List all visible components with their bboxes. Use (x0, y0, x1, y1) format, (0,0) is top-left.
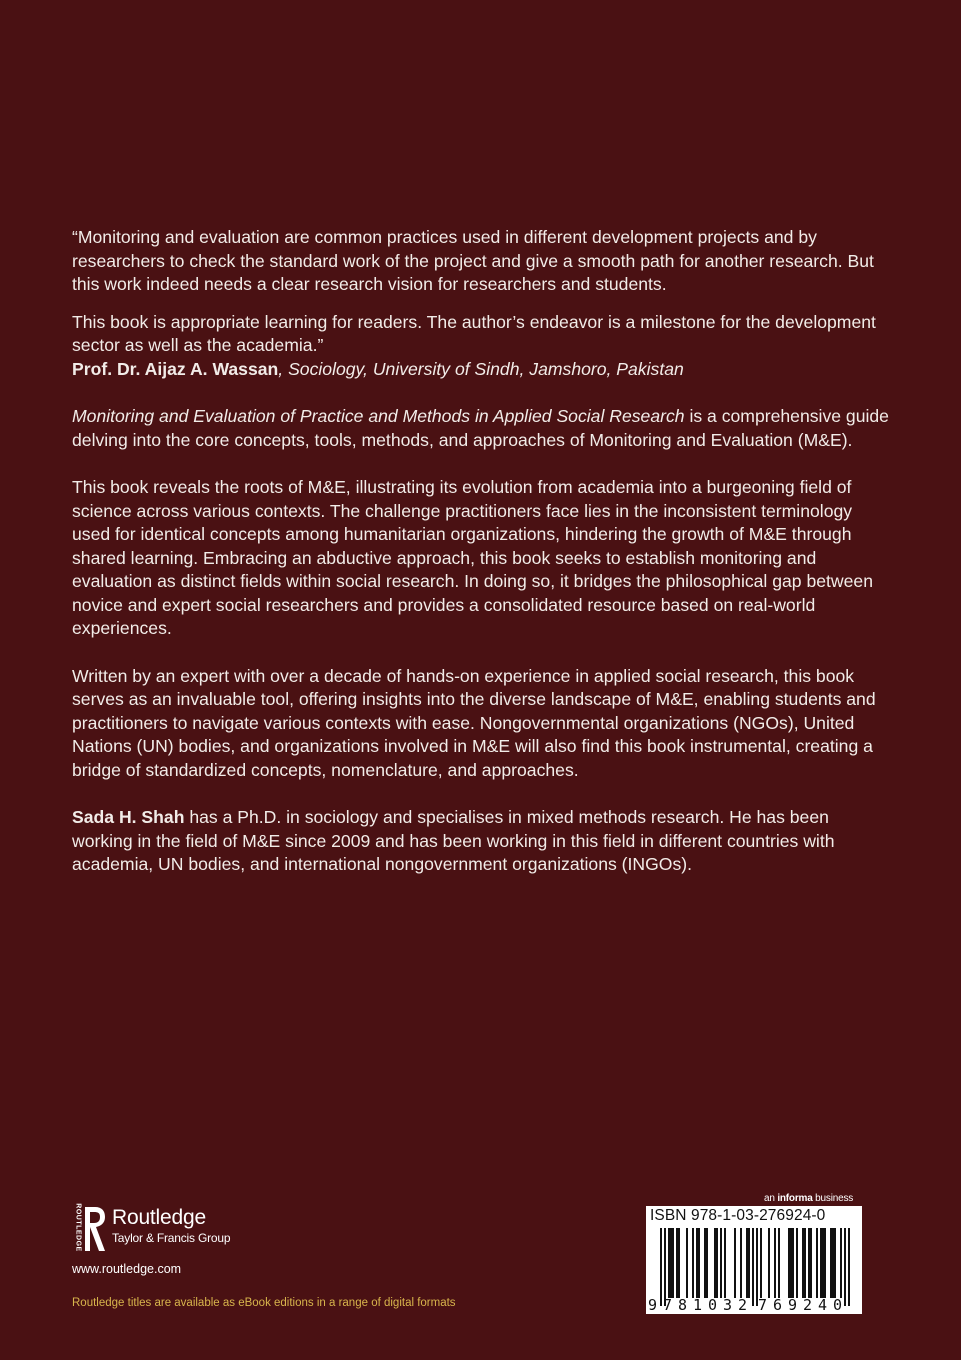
barcode-bar (810, 1228, 812, 1298)
barcode-bar (834, 1228, 836, 1298)
barcode-bar (804, 1228, 806, 1298)
expert-paragraph: Written by an expert with over a decade of hands-on experience in applied social research, this book serves as an invaluable tool, offering insights into the diverse landscape of M&E, enabling students and practitioners to navigate various contexts with ease. Nongovernmental organizations (NGOs), United Nations (UN) bodies, and organizations involved in M&E will also find this book instrumental, creating a bridge of standardized concepts, nomenclature, and approaches. (72, 665, 876, 780)
author-name: Sada H. Shah (72, 807, 185, 827)
barcode-bar (832, 1228, 834, 1298)
barcode-bar (704, 1228, 706, 1298)
barcode-bar (696, 1228, 698, 1298)
publisher-names (112, 1206, 230, 1246)
barcode-bar (676, 1228, 678, 1298)
endorser-name: Prof. Dr. Aijaz A. Wassan (72, 358, 279, 379)
ebook-availability-note: Routledge titles are available as eBook editions in a range of digital formats (72, 1297, 456, 1309)
endorsement-quote-part-2: This book is appropriate learning for readers. The author’s endeavor is a milestone for the development sector as well as the academia.” (72, 311, 876, 355)
barcode-bar (820, 1228, 822, 1298)
barcode-bar (686, 1228, 688, 1298)
book-intro-text: is a comprehensive guide delving into the core concepts, tools, methods, and approaches of Monitoring and Evaluation (M&E). (72, 406, 889, 450)
barcode-bar (848, 1228, 850, 1306)
barcode-bar (706, 1228, 708, 1298)
barcode-bar (740, 1228, 742, 1298)
barcode-bar (768, 1228, 770, 1298)
publisher-name: Routledge (112, 1206, 206, 1229)
barcode-bar (678, 1228, 680, 1298)
author-bio-paragraph (72, 806, 892, 877)
barcode-bar (802, 1228, 804, 1298)
barcode-bar (824, 1228, 826, 1298)
book-intro-paragraph (72, 405, 892, 452)
barcode-bar (724, 1228, 726, 1298)
barcode-bar (830, 1228, 832, 1298)
barcode-bar (734, 1228, 736, 1298)
barcode-bar (698, 1228, 700, 1298)
barcode-bar (790, 1228, 792, 1298)
isbn-barcode (646, 1206, 862, 1314)
barcode-bar (808, 1228, 810, 1298)
barcode-bar (774, 1228, 776, 1298)
barcode-bar (748, 1228, 750, 1298)
publisher-vertical-mark: ROUTLEDGE (74, 1203, 82, 1252)
publisher-group: Taylor & Francis Group (112, 1231, 231, 1245)
barcode-bar (746, 1228, 748, 1298)
barcode-bar (752, 1228, 754, 1306)
barcode-bar (792, 1228, 794, 1298)
endorser-affiliation: , Sociology, University of Sindh, Jamshoro, Pakistan (278, 358, 684, 379)
barcode-digit-lead: 9 (648, 1296, 658, 1314)
endorsement-quote-part-1: “Monitoring and evaluation are common practices used in different development projects and by researchers to check the standard work of the project and give a smooth path for another research. But this work indeed needs a clear research vision for researchers and students. (72, 227, 874, 294)
barcode-bar (668, 1228, 670, 1298)
barcode-bar (670, 1228, 672, 1298)
publisher-url: www.routledge.com (72, 1262, 182, 1276)
barcode-digits-right: 769240 (758, 1296, 842, 1314)
publisher-logo-block (68, 1203, 231, 1258)
barcode-bar (664, 1228, 666, 1306)
barcode-bar (844, 1228, 846, 1306)
barcode-bar (778, 1228, 780, 1298)
barcode-bar (840, 1228, 842, 1298)
isbn-label: ISBN 978-1-03-276924-0 (650, 1207, 826, 1224)
barcode-bar (756, 1228, 758, 1306)
informa-business-tagline: an informa business (764, 1193, 854, 1204)
back-cover-blurb (72, 226, 892, 877)
barcode-bar (672, 1228, 674, 1298)
endorser-credit (72, 358, 892, 382)
barcode-bar (692, 1228, 694, 1298)
author-bio-text: has a Ph.D. in sociology and specialises in mixed methods research. He has been working in the field of M&E since 2009 and has been working in this field in different countries with academia, UN bodies, and international nongovernment organizations (INGOs). (72, 807, 835, 874)
roots-paragraph: This book reveals the roots of M&E, illustrating its evolution from academia into a burgeoning field of science across various contexts. The challenge practitioners face lies in the inconsistent terminology used for identical concepts among humanitarian organizations, hindering the growth of M&E through shared learning. Embracing an abductive approach, this book seeks to establish monitoring and evaluation as distinct fields within social research. In doing so, it bridges the philosophical gap between novice and expert social researchers and provides a consolidated resource based on real-world experiences. (72, 477, 873, 638)
barcode-digits-left: 781032 (663, 1296, 747, 1314)
barcode-graphic (646, 1206, 862, 1314)
barcode-bar (716, 1228, 718, 1298)
barcode-bar (760, 1228, 762, 1298)
barcode-bar (796, 1228, 798, 1298)
barcode-bar (822, 1228, 824, 1298)
routledge-r-logo-icon (84, 1206, 106, 1252)
barcode-bar (714, 1228, 716, 1298)
barcode-bar (660, 1228, 662, 1306)
barcode-bar (816, 1228, 818, 1298)
barcode-bar (720, 1228, 722, 1298)
book-title: Monitoring and Evaluation of Practice and Methods in Applied Social Research (72, 406, 685, 426)
barcode-bar (788, 1228, 790, 1298)
